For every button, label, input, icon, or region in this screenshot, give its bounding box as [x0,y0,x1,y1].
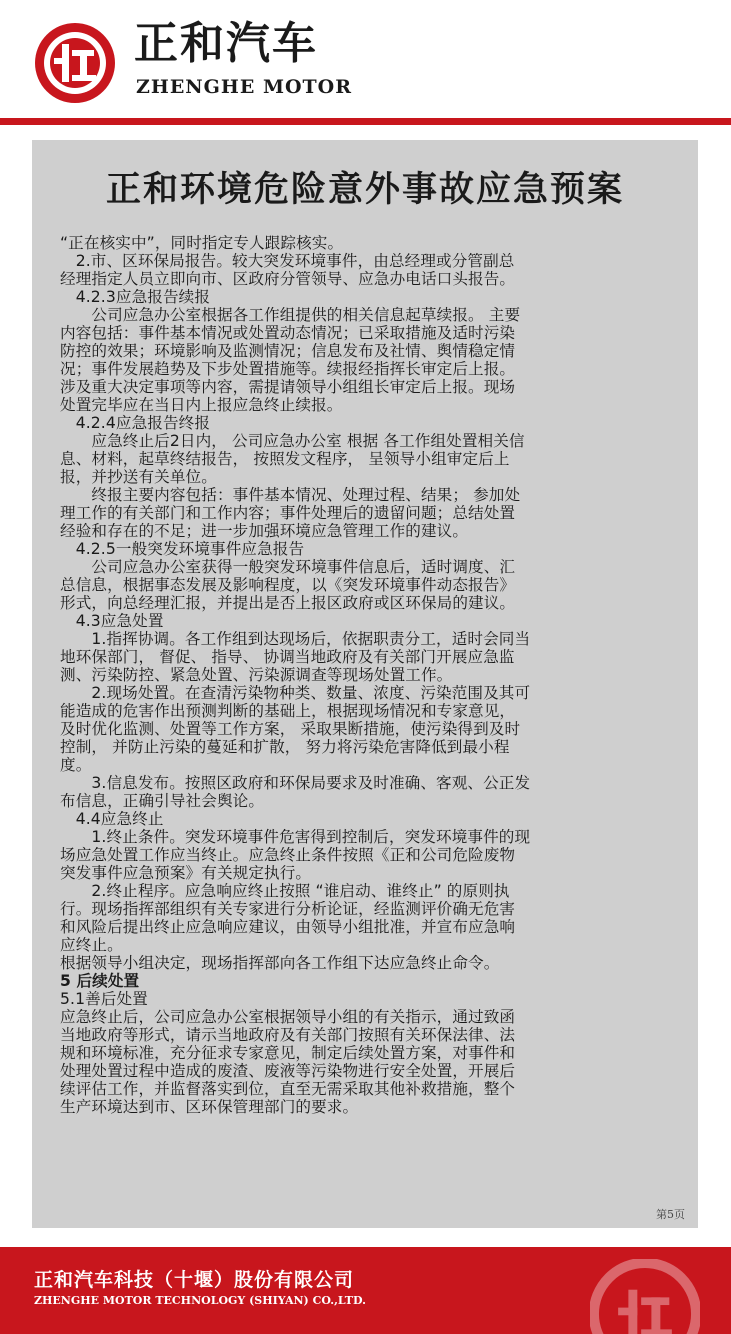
text-line: 度。 [60,756,92,774]
text-line: 总信息，根据事态发展及影响程度，以《突发环境事件动态报告》 [60,576,516,594]
text-line: 公司应急办公室根据各工作组提供的相关信息起草续报。 主要 [60,306,521,324]
text-line: 5 后续处置 [60,972,140,990]
text-line: 控制， 并防止污染的蔓延和扩散， 努力将污染危害降低到最小程 [60,738,510,756]
text-line: 3.信息发布。按照区政府和环保局要求及时准确、客观、公正发 [60,774,531,792]
header [0,0,731,118]
text-line: 突发事件应急预案》有关规定执行。 [60,864,312,882]
document-body [60,234,685,1116]
text-line: 4.3应急处置 [60,612,164,630]
text-line: 1.终止条件。突发环境事件危害得到控制后，突发环境事件的现 [60,828,531,846]
text-line: 场应急处置工作应当终止。应急终止条件按照《正和公司危险废物 [60,846,516,864]
header-divider [0,118,731,125]
text-line: 根据领导小组决定，现场指挥部向各工作组下达应急终止命令。 [60,954,500,972]
text-line: 5.1善后处置 [60,990,148,1008]
text-line: 2.市、区环保局报告。较大突发环境事件，由总经理或分管副总 [60,252,515,270]
text-line: 应终止。 [60,936,123,954]
text-line: 及时优化监测、处置等工作方案， 采取果断措施，使污染得到及时 [60,720,521,738]
text-line: 续评估工作，并监督落实到位，直至无需采取其他补救措施，整个 [60,1080,516,1098]
text-line: 当地政府等形式，请示当地政府及有关部门按照有关环保法律、法 [60,1026,516,1044]
text-line: 涉及重大决定事项等内容，需提请领导小组组长审定后上报。现场 [60,378,516,396]
text-line: 地环保部门， 督促、 指导、 协调当地政府及有关部门开展应急监 [60,648,515,666]
text-line: 况；事件发展趋势及下步处置措施等。续报经指挥长审定后上报。 [60,360,516,378]
text-line: 4.4应急终止 [60,810,164,828]
zh-logo-icon [32,20,118,106]
text-line: 处理处置过程中造成的废渣、废液等污染物进行安全处置，开展后 [60,1062,516,1080]
text-line: 行。现场指挥部组织有关专家进行分析论证，经监测评价确无危害 [60,900,516,918]
text-line: 1.指挥协调。各工作组到达现场后，依据职责分工，适时会同当 [60,630,531,648]
text-line: 生产环境达到市、区环保管理部门的要求。 [60,1098,359,1116]
text-line: 和风险后提出终止应急响应建议，由领导小组批准，并宣布应急响 [60,918,516,936]
text-line: 2.现场处置。在查清污染物种类、数量、浓度、污染范围及其可 [60,684,531,702]
text-line: 理工作的有关部门和工作内容；事件处理后的遗留问题；总结处置 [60,504,516,522]
text-line: 终报主要内容包括：事件基本情况、处理过程、结果； 参加处 [60,486,521,504]
text-line: 报，并抄送有关单位。 [60,468,217,486]
text-line: 经验和存在的不足；进一步加强环境应急管理工作的建议。 [60,522,469,540]
footer [0,1247,731,1334]
text-line: 形式，向总经理汇报，并提出是否上报区政府或区环保局的建议。 [60,594,516,612]
text-line: 2.终止程序。应急响应终止按照 “谁启动、谁终止” 的原则执 [60,882,510,900]
text-line: 经理指定人员立即向市、区政府分管领导、应急办电话口头报告。 [60,270,516,288]
zh-logo-watermark-icon [590,1259,700,1334]
brand-name-en: ZHENGHE MOTOR [136,76,353,98]
text-line: 公司应急办公室获得一般突发环境事件信息后，适时调度、汇 [60,558,516,576]
text-line: 处置完毕应在当日内上报应急终止续报。 [60,396,343,414]
footer-company-en: ZHENGHE MOTOR TECHNOLOGY (SHIYAN) CO.,LTD. [34,1294,366,1307]
text-line: 测、污染防控、紧急处置、污染源调查等现场处置工作。 [60,666,453,684]
document-title: 正和环境危险意外事故应急预案 [105,170,624,210]
text-line: 布信息，正确引导社会舆论。 [60,792,265,810]
text-line: 4.2.3应急报告续报 [60,288,211,306]
text-line: 4.2.5一般突发环境事件应急报告 [60,540,305,558]
page-number: 第5页 [656,1208,685,1221]
text-line: 内容包括：事件基本情况或处置动态情况；已采取措施及适时污染 [60,324,516,342]
text-line: 应急终止后，公司应急办公室根据领导小组的有关指示，通过致函 [60,1008,516,1026]
text-line: 4.2.4应急报告终报 [60,414,211,432]
text-line: 应急终止后2日内， 公司应急办公室 根据 各工作组处置相关信 [60,432,525,450]
brand-name-cn: 正和汽车 [134,18,318,69]
text-line: 规和环境标准，充分征求专家意见，制定后续处置方案，对事件和 [60,1044,516,1062]
text-line: “正在核实中”，同时指定专人跟踪核实。 [60,234,344,252]
text-line: 息、材料，起草终结报告， 按照发文程序， 呈领导小组审定后上 [60,450,510,468]
footer-company-cn: 正和汽车科技（十堰）股份有限公司 [34,1269,355,1291]
text-line: 能造成的危害作出预测判断的基础上，根据现场情况和专家意见， [60,702,516,720]
text-line: 防控的效果；环境影响及监测情况；信息发布及社情、舆情稳定情 [60,342,516,360]
document-page [32,140,698,1228]
